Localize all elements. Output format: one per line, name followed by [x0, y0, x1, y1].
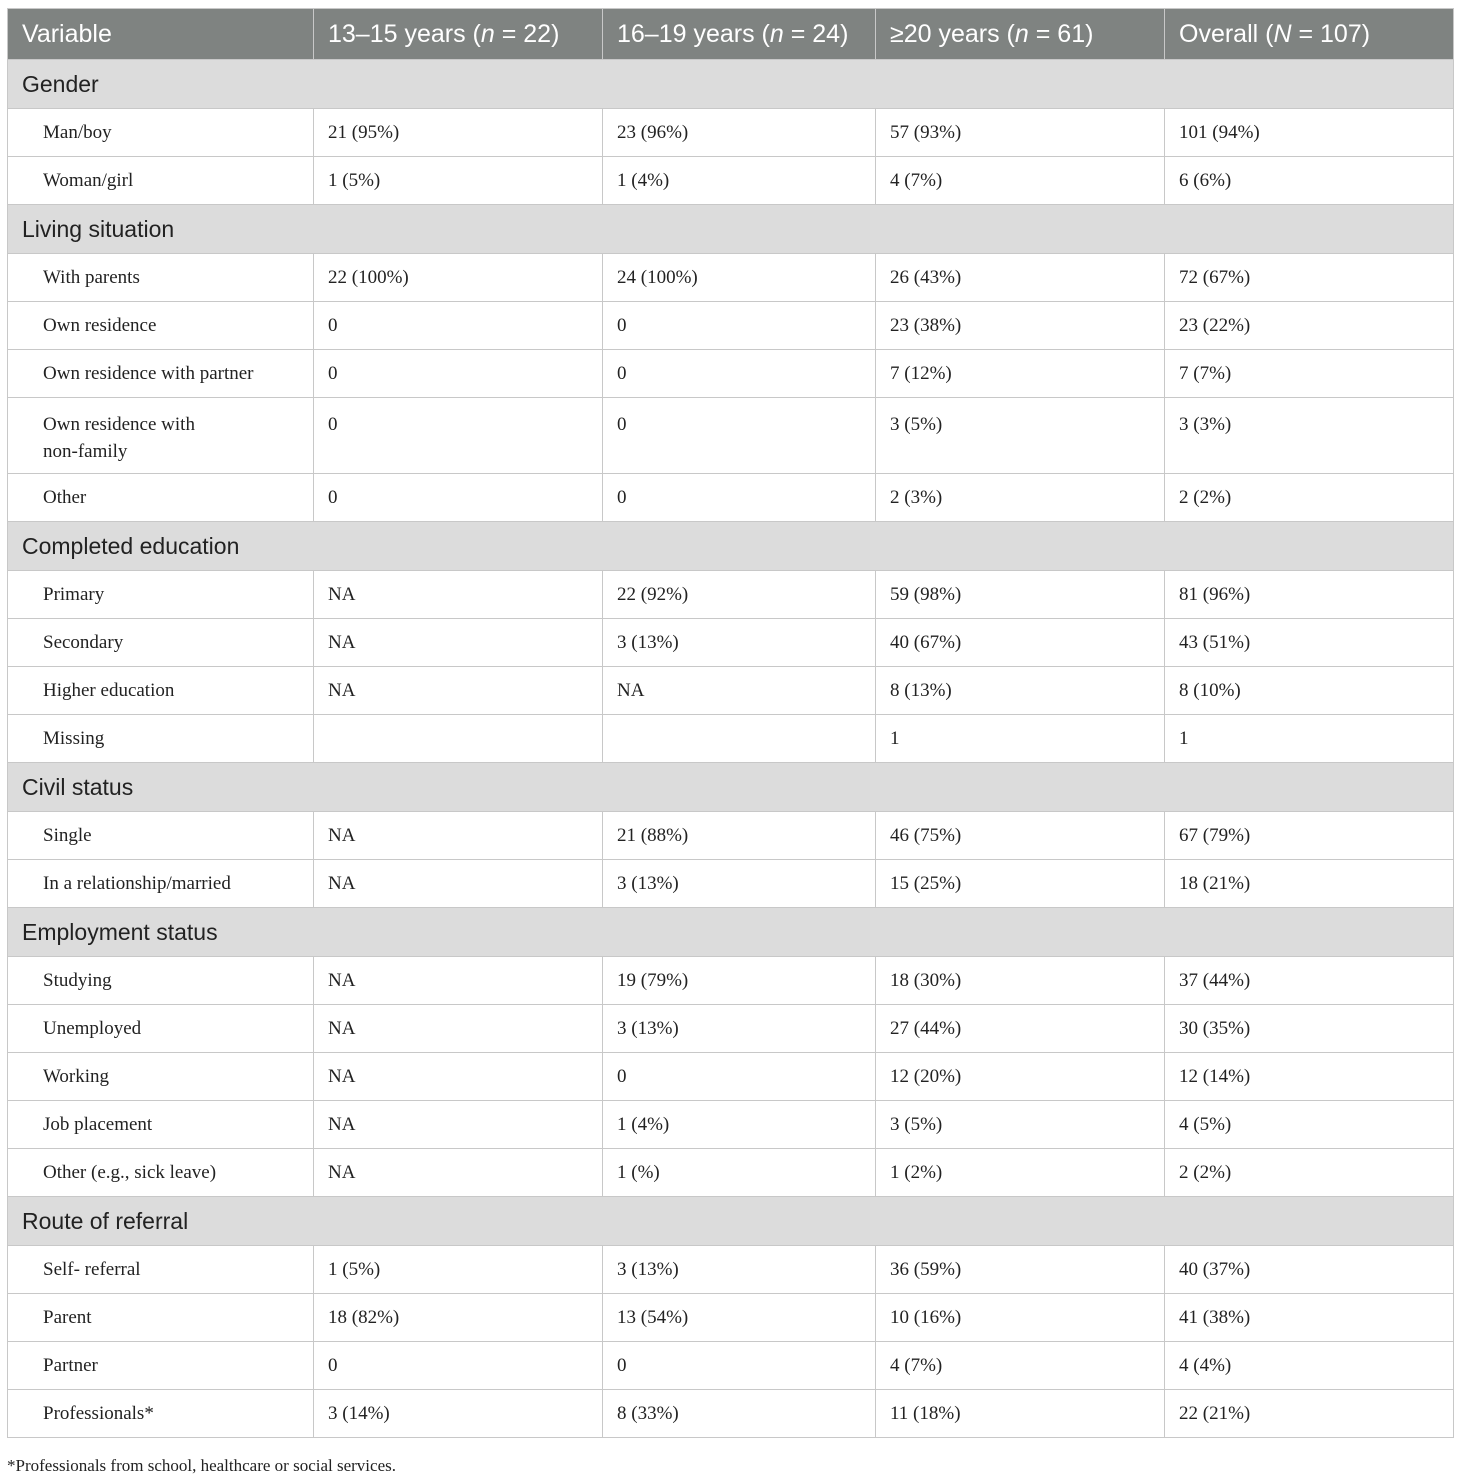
header-count: = 107) [1291, 19, 1371, 48]
table-body [8, 60, 1454, 1438]
table-cell [603, 715, 876, 763]
table-cell: 3 (13%) [603, 1005, 876, 1053]
table-cell: 10 (16%) [876, 1294, 1165, 1342]
header-label: 13–15 years ( [328, 19, 481, 48]
table-cell: 22 (21%) [1165, 1390, 1454, 1438]
row-variable: Own residence [8, 302, 314, 350]
header-label: ≥20 years ( [890, 19, 1015, 48]
table-cell: 43 (51%) [1165, 619, 1454, 667]
table-cell: 0 [314, 302, 603, 350]
table-row [8, 109, 1454, 157]
table-cell: NA [314, 860, 603, 908]
section-row [8, 763, 1454, 812]
table-cell: 101 (94%) [1165, 109, 1454, 157]
table-cell: NA [314, 619, 603, 667]
table-cell: 0 [603, 1053, 876, 1101]
table-row [8, 667, 1454, 715]
header-overall [1165, 9, 1454, 60]
table-cell: 37 (44%) [1165, 957, 1454, 1005]
table-row [8, 715, 1454, 763]
section-row [8, 1197, 1454, 1246]
header-20-plus-years [876, 9, 1165, 60]
table-cell: 57 (93%) [876, 109, 1165, 157]
table-cell: 4 (7%) [876, 157, 1165, 205]
header-16-19-years [603, 9, 876, 60]
table-cell: 4 (5%) [1165, 1101, 1454, 1149]
table-cell: 21 (95%) [314, 109, 603, 157]
table-cell: 7 (7%) [1165, 350, 1454, 398]
table-cell: 3 (5%) [876, 398, 1165, 474]
row-variable: Unemployed [8, 1005, 314, 1053]
table-row [8, 474, 1454, 522]
section-title: Route of referral [8, 1197, 1454, 1246]
table-row [8, 957, 1454, 1005]
row-variable: Studying [8, 957, 314, 1005]
table-cell: 7 (12%) [876, 350, 1165, 398]
section-title: Gender [8, 60, 1454, 109]
table-cell: 72 (67%) [1165, 254, 1454, 302]
table-cell: 81 (96%) [1165, 571, 1454, 619]
section-row [8, 522, 1454, 571]
table-cell: NA [603, 667, 876, 715]
table-cell: 59 (98%) [876, 571, 1165, 619]
row-variable: Missing [8, 715, 314, 763]
row-variable: Own residence with non-family [8, 398, 314, 474]
table-cell: 0 [603, 474, 876, 522]
header-variable: Variable [8, 9, 314, 60]
table-cell: 2 (2%) [1165, 474, 1454, 522]
section-title: Living situation [8, 205, 1454, 254]
table-cell: 6 (6%) [1165, 157, 1454, 205]
table-cell: 8 (13%) [876, 667, 1165, 715]
section-row [8, 205, 1454, 254]
table-row [8, 254, 1454, 302]
table-cell: 18 (21%) [1165, 860, 1454, 908]
table-cell: 0 [603, 1342, 876, 1390]
table-cell: 27 (44%) [876, 1005, 1165, 1053]
demographics-table [7, 8, 1454, 1438]
table-cell: 12 (14%) [1165, 1053, 1454, 1101]
table-cell: 21 (88%) [603, 812, 876, 860]
table-row [8, 571, 1454, 619]
table-cell: 40 (37%) [1165, 1246, 1454, 1294]
table-row [8, 812, 1454, 860]
table-cell: 3 (3%) [1165, 398, 1454, 474]
row-variable: Job placement [8, 1101, 314, 1149]
table-cell: 8 (33%) [603, 1390, 876, 1438]
table-cell: NA [314, 1101, 603, 1149]
row-variable: Secondary [8, 619, 314, 667]
table-cell: 1 (5%) [314, 157, 603, 205]
table-row [8, 1005, 1454, 1053]
table-cell: 1 (5%) [314, 1246, 603, 1294]
table-row [8, 302, 1454, 350]
table-cell: NA [314, 812, 603, 860]
table-header [8, 9, 1454, 60]
header-count: = 61) [1028, 19, 1094, 48]
table-footnote: *Professionals from school, healthcare or social services. [7, 1456, 396, 1475]
table-cell: 22 (92%) [603, 571, 876, 619]
table-cell: 3 (13%) [603, 1246, 876, 1294]
table-cell: 23 (22%) [1165, 302, 1454, 350]
table-cell: 24 (100%) [603, 254, 876, 302]
header-n-symbol: n [480, 19, 495, 48]
table-row [8, 1246, 1454, 1294]
row-variable: Other (e.g., sick leave) [8, 1149, 314, 1197]
header-n-symbol: n [1014, 19, 1029, 48]
section-row [8, 908, 1454, 957]
header-n-symbol: n [769, 19, 784, 48]
row-variable: Woman/girl [8, 157, 314, 205]
row-variable: Parent [8, 1294, 314, 1342]
row-variable: Working [8, 1053, 314, 1101]
table-cell: 0 [603, 350, 876, 398]
table-cell: NA [314, 1005, 603, 1053]
table-cell: 41 (38%) [1165, 1294, 1454, 1342]
table-cell: 8 (10%) [1165, 667, 1454, 715]
table-cell: 13 (54%) [603, 1294, 876, 1342]
table-cell: 0 [603, 302, 876, 350]
table-cell: 3 (14%) [314, 1390, 603, 1438]
table-cell: NA [314, 1149, 603, 1197]
table-cell: 23 (38%) [876, 302, 1165, 350]
table-row [8, 157, 1454, 205]
table-cell: 1 [1165, 715, 1454, 763]
section-row [8, 60, 1454, 109]
table-cell: 3 (13%) [603, 860, 876, 908]
table-cell: NA [314, 571, 603, 619]
table-row [8, 1390, 1454, 1438]
table-cell: 0 [603, 398, 876, 474]
header-n-symbol: N [1273, 19, 1292, 48]
row-variable: Higher education [8, 667, 314, 715]
header-13-15-years [314, 9, 603, 60]
table-cell: 3 (5%) [876, 1101, 1165, 1149]
table-row [8, 1101, 1454, 1149]
row-variable: Other [8, 474, 314, 522]
table-cell: 0 [314, 474, 603, 522]
table-cell: 1 (2%) [876, 1149, 1165, 1197]
table-cell: 30 (35%) [1165, 1005, 1454, 1053]
section-title: Completed education [8, 522, 1454, 571]
table-cell: 26 (43%) [876, 254, 1165, 302]
table-row [8, 350, 1454, 398]
row-variable: Primary [8, 571, 314, 619]
table-cell: 1 (4%) [603, 157, 876, 205]
table-cell: 4 (7%) [876, 1342, 1165, 1390]
row-variable: Self- referral [8, 1246, 314, 1294]
table-cell: 0 [314, 1342, 603, 1390]
row-variable: With parents [8, 254, 314, 302]
table-row [8, 1053, 1454, 1101]
table-cell: 1 [876, 715, 1165, 763]
table-cell: NA [314, 1053, 603, 1101]
table-cell: 18 (30%) [876, 957, 1165, 1005]
table-cell: 22 (100%) [314, 254, 603, 302]
header-label: 16–19 years ( [617, 19, 770, 48]
table-cell: 12 (20%) [876, 1053, 1165, 1101]
row-variable: Own residence with partner [8, 350, 314, 398]
table-row [8, 398, 1454, 474]
table-cell: 18 (82%) [314, 1294, 603, 1342]
table-cell [314, 715, 603, 763]
table-cell: 15 (25%) [876, 860, 1165, 908]
header-label: Overall ( [1179, 19, 1274, 48]
row-variable: In a relationship/married [8, 860, 314, 908]
table-cell: 1 (4%) [603, 1101, 876, 1149]
table-cell: 2 (2%) [1165, 1149, 1454, 1197]
header-count: = 24) [783, 19, 849, 48]
table-cell: 4 (4%) [1165, 1342, 1454, 1390]
row-variable: Partner [8, 1342, 314, 1390]
table-cell: 23 (96%) [603, 109, 876, 157]
row-variable: Single [8, 812, 314, 860]
table-row [8, 619, 1454, 667]
row-variable: Professionals* [8, 1390, 314, 1438]
section-title: Employment status [8, 908, 1454, 957]
section-title: Civil status [8, 763, 1454, 812]
table-cell: 40 (67%) [876, 619, 1165, 667]
table-cell: 3 (13%) [603, 619, 876, 667]
table-cell: 36 (59%) [876, 1246, 1165, 1294]
table-cell: 19 (79%) [603, 957, 876, 1005]
row-variable: Man/boy [8, 109, 314, 157]
table-row [8, 1342, 1454, 1390]
table-cell: 1 (%) [603, 1149, 876, 1197]
table-cell: NA [314, 667, 603, 715]
table-cell: 46 (75%) [876, 812, 1165, 860]
table-row [8, 1294, 1454, 1342]
table-row [8, 1149, 1454, 1197]
header-count: = 22) [494, 19, 560, 48]
table-cell: 11 (18%) [876, 1390, 1165, 1438]
table-cell: 2 (3%) [876, 474, 1165, 522]
header-row [8, 9, 1454, 60]
table-cell: 67 (79%) [1165, 812, 1454, 860]
table-row [8, 860, 1454, 908]
table-cell: 0 [314, 398, 603, 474]
table-cell: 0 [314, 350, 603, 398]
table-cell: NA [314, 957, 603, 1005]
